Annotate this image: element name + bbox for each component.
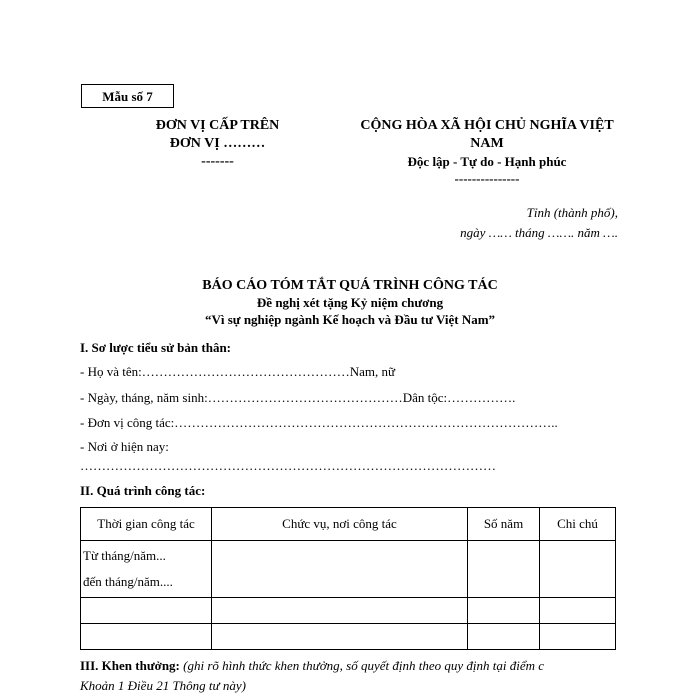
section1-heading: I. Sơ lược tiểu sử bản thân: bbox=[80, 340, 231, 355]
col-header-position: Chức vụ, nơi công tác bbox=[212, 508, 468, 541]
form-number-box bbox=[81, 84, 174, 108]
title-main: BÁO CÁO TÓM TẮT QUÁ TRÌNH CÔNG TÁC bbox=[202, 278, 498, 293]
work-history-table bbox=[80, 507, 616, 650]
table-row bbox=[81, 598, 616, 624]
residence-dots: …………………………………………………………………………………… bbox=[80, 458, 496, 473]
national-motto: Độc lập - Tự do - Hạnh phúc bbox=[407, 154, 567, 169]
dob-field: - Ngày, tháng, năm sinh:………………………………………Dân tộc:……………. bbox=[80, 390, 516, 405]
notes-cell bbox=[540, 624, 616, 650]
date-line: ngày …… tháng ……. năm …. bbox=[460, 225, 618, 240]
years-cell bbox=[468, 541, 540, 598]
title-award: “Vì sự nghiệp ngành Kế hoạch và Đầu tư Việt Nam” bbox=[204, 312, 496, 327]
position-cell bbox=[212, 598, 468, 624]
time-cell bbox=[81, 624, 212, 650]
workplace-field: - Đơn vị công tác:…………………………………………………………………………….. bbox=[80, 415, 558, 430]
place-line: Tỉnh (thành phố), bbox=[526, 205, 618, 220]
col-header-years: Số năm bbox=[468, 508, 540, 541]
form-number: Mẫu số 7 bbox=[102, 89, 153, 104]
right-separator: --------------- bbox=[454, 171, 520, 186]
position-cell bbox=[212, 541, 468, 598]
time-cell bbox=[81, 541, 212, 598]
place-date bbox=[460, 203, 618, 243]
unit: ĐƠN VỊ ……… bbox=[169, 136, 266, 151]
position-cell bbox=[212, 624, 468, 650]
years-cell bbox=[468, 598, 540, 624]
residence-field: - Nơi ở hiện nay: bbox=[80, 439, 169, 454]
time-from: Từ tháng/năm... bbox=[83, 548, 166, 563]
col-header-time: Thời gian công tác bbox=[81, 508, 212, 541]
name-field: - Họ và tên:…………………………………………Nam, nữ bbox=[80, 364, 396, 379]
notes-cell bbox=[540, 541, 616, 598]
superior-unit: ĐƠN VỊ CẤP TRÊN bbox=[155, 118, 280, 133]
notes-cell bbox=[540, 598, 616, 624]
section2-heading: II. Quá trình công tác: bbox=[80, 483, 206, 498]
section3-note: (ghi rõ hình thức khen thưởng, số quyết định theo quy định tại điểm c bbox=[183, 658, 545, 673]
issuing-authority bbox=[130, 117, 305, 171]
country-name-line1: CỘNG HÒA XÃ HỘI CHỦ NGHĨA VIỆT bbox=[360, 118, 614, 133]
section3-heading: III. Khen thưởng: bbox=[80, 658, 180, 673]
table-row bbox=[81, 541, 616, 598]
report-title bbox=[150, 277, 550, 328]
years-cell bbox=[468, 624, 540, 650]
section3-note-cont: Khoản 1 Điều 21 Thông tư này) bbox=[80, 678, 246, 693]
left-separator: ------- bbox=[201, 154, 234, 169]
table-row bbox=[81, 624, 616, 650]
section3 bbox=[80, 656, 620, 696]
country-name-line2: NAM bbox=[470, 136, 504, 151]
national-header bbox=[342, 117, 632, 187]
time-to: đến tháng/năm.... bbox=[83, 574, 173, 589]
col-header-notes: Chi chú bbox=[540, 508, 616, 541]
title-sub: Đề nghị xét tặng Kỷ niệm chương bbox=[256, 295, 444, 310]
table-header-row bbox=[81, 508, 616, 541]
time-cell bbox=[81, 598, 212, 624]
